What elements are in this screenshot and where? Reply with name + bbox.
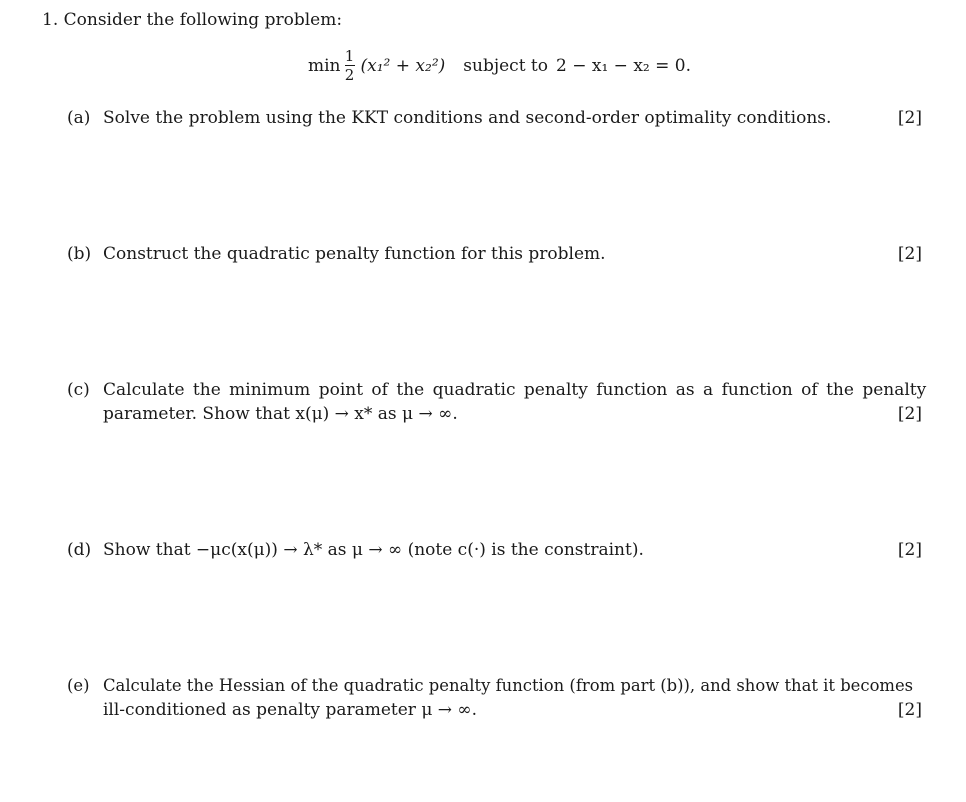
part-d <box>67 540 929 560</box>
fraction-denominator: 2 <box>344 66 355 84</box>
part-label: (c) <box>67 380 90 400</box>
part-text-line1: Calculate the minimum point of the quadratic penalty function as a function of the penalty <box>103 380 927 400</box>
formula-objective: (x₁² + x₂²) <box>360 55 446 76</box>
formula-min: min <box>308 55 341 76</box>
part-label: (b) <box>67 244 92 264</box>
part-b-mark: [2] <box>897 244 922 264</box>
part-label: (e) <box>67 676 90 695</box>
part-c-line2 <box>67 404 929 424</box>
part-e-mark: [2] <box>897 700 922 720</box>
part-text-line2: parameter. Show that x(μ) → x* as μ → ∞. <box>103 404 458 424</box>
formula-subject-to: subject to <box>463 55 548 76</box>
part-label: (a) <box>67 108 91 128</box>
part-text: Show that −μc(x(μ)) → λ* as μ → ∞ (note c(·) is the constraint). <box>103 540 644 560</box>
part-c <box>67 380 929 400</box>
part-b <box>67 244 929 264</box>
formula-fraction <box>345 48 355 83</box>
part-text-line1: Calculate the Hessian of the quadratic penalty function (from part (b)), and show that it becomes <box>103 676 914 695</box>
question-intro: Consider the following problem: <box>63 10 343 30</box>
part-text: Construct the quadratic penalty function for this problem. <box>103 244 606 264</box>
part-text-line2: ill-conditioned as penalty parameter μ → ∞. <box>103 700 477 720</box>
part-a-mark: [2] <box>897 108 922 128</box>
question-number: 1. <box>42 10 59 30</box>
problem-formula <box>308 48 691 83</box>
formula-constraint: 2 − x₁ − x₂ = 0. <box>556 55 691 76</box>
part-label: (d) <box>67 540 92 560</box>
part-e <box>67 676 929 695</box>
fraction-numerator: 1 <box>344 47 355 65</box>
part-e-line2 <box>67 700 929 720</box>
part-a <box>67 108 929 128</box>
part-text: Solve the problem using the KKT conditions and second-order optimality conditions. <box>103 108 832 128</box>
part-c-mark: [2] <box>897 404 922 424</box>
question-title <box>42 10 342 30</box>
part-d-mark: [2] <box>897 540 922 560</box>
